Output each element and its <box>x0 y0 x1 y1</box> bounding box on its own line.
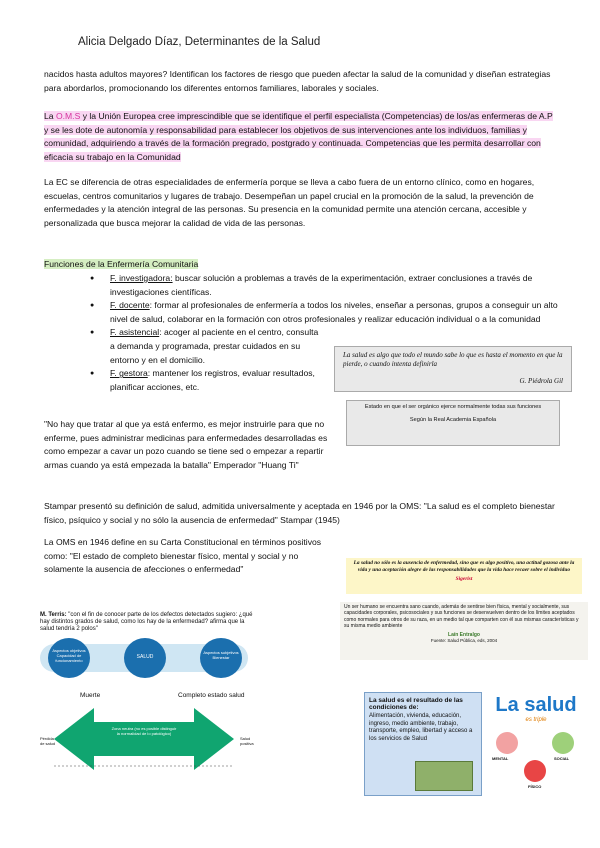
left-bubble: Aspectos objetivos Capacidad de funcionamiento <box>48 638 90 678</box>
center-bubble: SALUD <box>124 638 166 678</box>
paragraph-ec: La EC se diferencia de otras especialidades de enfermería porque se lleva a cabo fuera de un entorno clínico, como en hogares, escuelas, centros comunitarios y lugares de trabajo. Desempeñan un papel crucial en la promoción de la salud, la prevención de enfermedades y la atención integral de las personas. Su presencia en la comunidad permite una atención cercana, accesible y personalizada que busca mejorar la calidad de vida de las personas. <box>44 177 535 228</box>
death-label: Muerte <box>80 692 101 699</box>
triple-health-graphic <box>490 694 582 798</box>
left-end-label: Pérdida de salud <box>40 736 56 746</box>
quote-rae: Estado en que el ser orgánico ejerce normalmente todas sus funciones Según la Real Academia Española <box>346 400 560 446</box>
mental-icon <box>496 732 518 754</box>
label-mental: MENTAL <box>492 756 509 761</box>
social-icon <box>552 732 574 754</box>
paragraph-oms-1946: La OMS en 1946 define en su Carta Constitucional en términos positivos como: "El estado de completo bienestar físico, mental y social y no solamente la ausencia de afecciones o enfermedad" <box>44 537 322 575</box>
determinants-card <box>364 692 482 796</box>
diagram-intro: "con el fin de conocer parte de los defectos detectados sugiero: ¿qué hay distintos grados de salud, como los hay de la enfermedad? afirma que la salud tendría 2 polos" <box>40 612 253 632</box>
health-arrow <box>54 704 234 774</box>
arrow-text: Zona neutra (no es posible distinguir la normalidad de lo patológico) <box>111 726 177 736</box>
quote-lain-entralgo: Un ser humano se encuentra sano cuando, además de sentirse bien física, mental y socialmente, sus capacidades corporales, psicosociales y sus funciones se desenvuelven dentro de los límites aceptados como normales para otros de su raza, en un medio tal que comparten con él sus mismas características y su misma medio ambiente Laín Entralgo Fuente: Salud Pública, eds, 2004 <box>340 602 588 660</box>
card-title: La salud es el resultado de las condiciones de: <box>369 697 463 711</box>
text-oms-rest: y la Unión Europea cree imprescindible que se identifique el perfil especialista (Competencias) de los/as enfermeras de A.P y se les dote de autonomía y responsabilidad para establecer los objetivos de sus intervenciones ante los individuos, familias y comunidad, adquiriendo a través de la formación pregrado, postgrado y continuada. Competencias que les permita desarrollar con eficacia su trabajo en la Comunidad <box>44 111 553 162</box>
paragraph-huang-ti: "No hay que tratar al que ya está enfermo, es mejor instruirle para que no enferme, pues administrar medicinas para enfermedades desarrolladas es como empezar a cavar un pozo cuando se tiene sed o empezar a repartir armas cuando ya está empezada la batalla" Emperador "Huang Ti" <box>44 419 328 470</box>
photo-collage-icon <box>415 761 473 791</box>
list-item: ● F. asistencial: acoger al paciente en el centro, consulta a demanda y programada, prestar cuidados en su entorno y en el domicilio. <box>90 326 320 367</box>
triple-title: La salud <box>495 694 577 716</box>
page-header: Alicia Delgado Díaz, Determinantes de la Salud <box>78 36 321 48</box>
right-end-label: Salud positiva <box>240 736 254 746</box>
list-item: ● F. docente: formar al profesionales de enfermería a todos los niveles, enseñar a personas, grupos a conseguir un alto nivel de salud, colaborar en la formación con otros profesionales y realizar educación individual o a la comunidad <box>90 299 558 326</box>
paragraph-stampar: Stampar presentó su definición de salud, admitida universalmente y aceptada en 1946 por la OMS: "La salud es el completo bienestar físico, psíquico y social y no sólo la ausencia de enfermedad" Stampar (1945) <box>44 501 555 525</box>
complete-health-label: Completo estado salud <box>178 692 245 699</box>
physical-icon <box>524 760 546 782</box>
oms-highlight: O.M.S <box>55 111 81 121</box>
terris-diagram <box>40 612 300 792</box>
card-text: Alimentación, vivienda, educación, ingreso, medio ambiente, trabajo, transporte, empleo, libertad y acceso a los servicios de Salud <box>369 713 473 742</box>
paragraph-intro: nacidos hasta adultos mayores? Identifican los factores de riesgo que pueden afectar la salud de la comunidad y diseñan estrategias para abordarlos, promocionando los diferentes entornos familiares, laborales y sociales. <box>44 69 551 93</box>
triple-subtitle: es triple <box>525 717 547 723</box>
list-item: ● F. gestora: mantener los registros, evaluar resultados, planificar acciones, etc. <box>90 367 320 394</box>
list-item: ● F. investigadora: buscar solución a problemas a través de la experimentación, extraer conclusiones a través de investigaciones científicas. <box>90 272 558 299</box>
label-social: SOCIAL <box>554 756 570 761</box>
right-bubble: Aspectos subjetivos Bienestar <box>200 638 242 678</box>
quote-piedrola: La salud es algo que todo el mundo sabe lo que es hasta el momento en que la pierde, o cuando intenta definirla G. Piédrola Gil <box>334 346 572 392</box>
quote-sigerist: La salud no sólo es la ausencia de enfermedad, sino que es algo positivo, una actitud gozosa ante la vida y una aceptación alegre de las responsabilidades que la vida hace recaer sobre el individuo Sigerist <box>346 558 582 594</box>
label-fisico: FÍSICO <box>528 784 542 789</box>
text-la: La <box>44 111 56 121</box>
paragraph-oms-competencias <box>44 110 558 164</box>
diagram-title: M. Terris: <box>40 612 67 618</box>
functions-heading: Funciones de la Enfermería Comunitaria <box>44 259 199 269</box>
